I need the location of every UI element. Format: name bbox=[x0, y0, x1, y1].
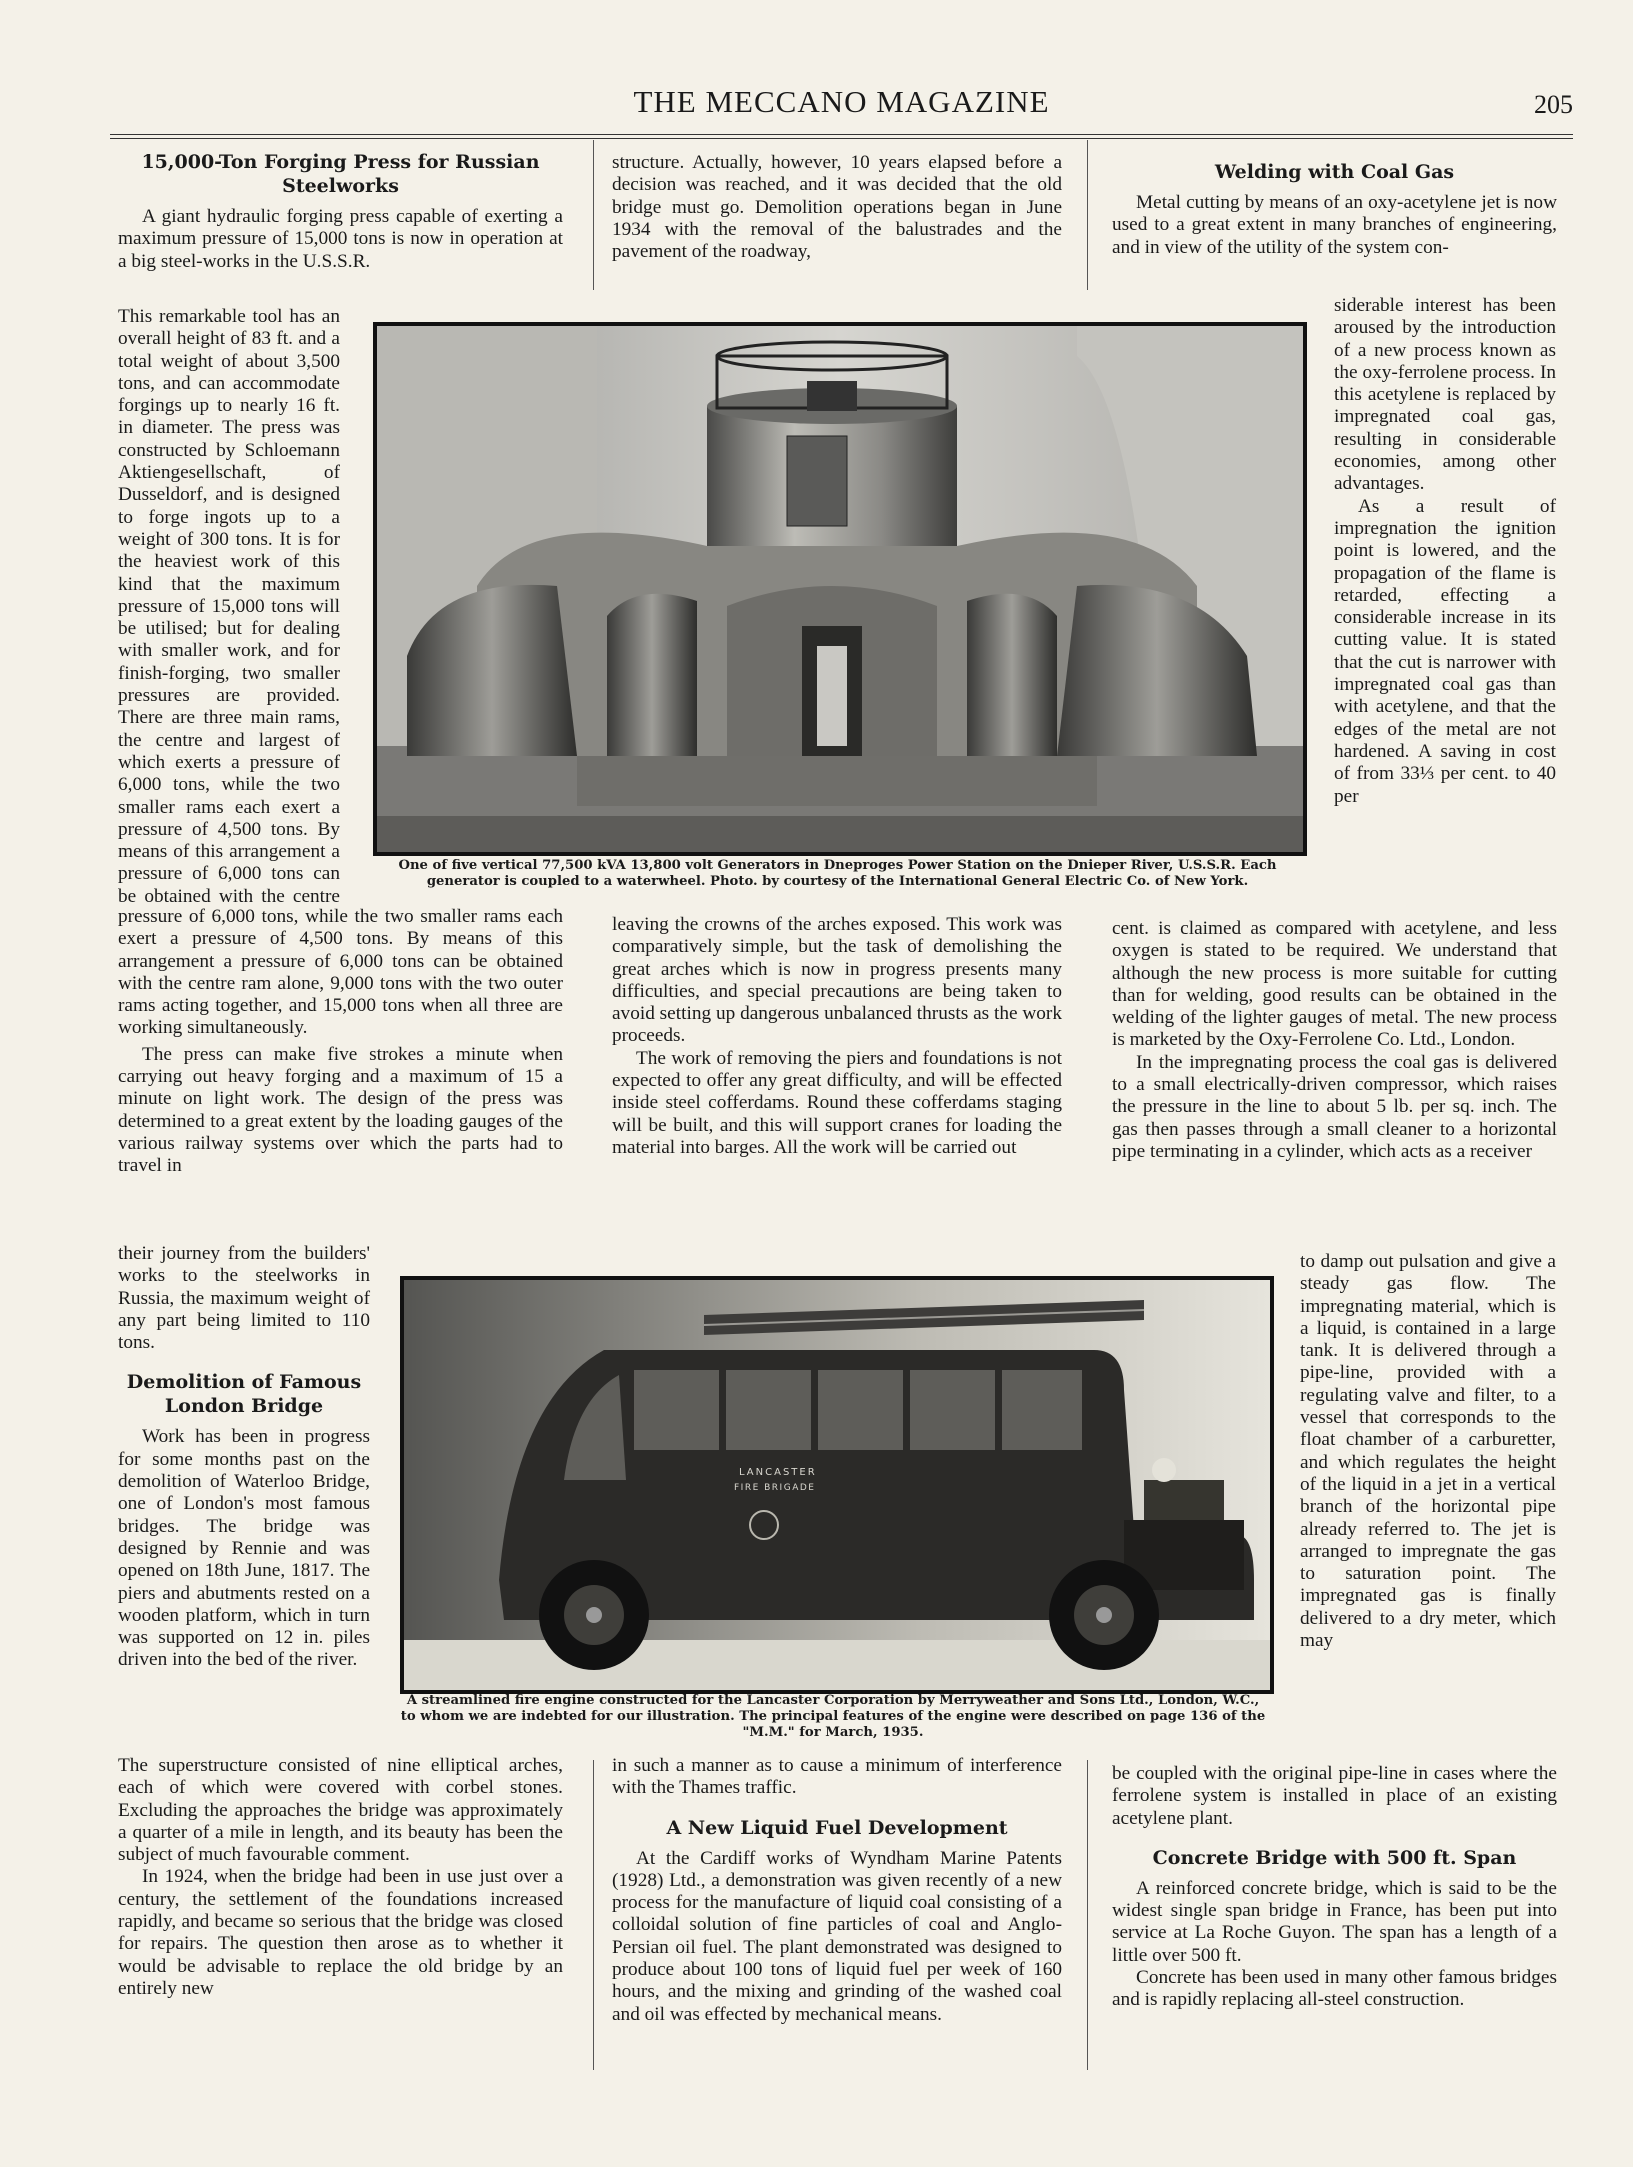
article-concrete-bridge bbox=[1112, 1763, 1557, 2012]
figure-caption: One of five vertical 77,500 kVA 13,800 volt Generators in Dneproges Power Station on the Dnieper River, U.S.S.R. Each generator is coupled to a waterwheel. Photo. by courtesy of the International General Electric Co. of New York. bbox=[398, 858, 1277, 889]
article-heading: Concrete Bridge with 500 ft. Span bbox=[1152, 1846, 1517, 1869]
article-heading: 15,000-Ton Forging Press for Russian Steelworks bbox=[141, 151, 540, 197]
article-liquid-fuel bbox=[612, 1755, 1062, 2026]
article-paragraph: in such a manner as to cause a minimum of interference with the Thames traffic. bbox=[612, 1755, 1062, 1799]
article-forging-press-continued bbox=[118, 906, 563, 1178]
article-paragraph-cont: be coupled with the original pipe-line in cases where the ferrolene system is installed in place of an existing acetylene plant. bbox=[1112, 1763, 1557, 1829]
article-paragraph-cont: to damp out pulsation and give a steady gas flow. The impregnating material, which is a liquid, is contained in a large tank. It is delivered through a pipe-line, provided with a regulating valve and filter, to a vessel that corresponds to the float chamber of a carburetter, and which regulates the height of the liquid in a jet in a vertical branch of the horizontal pipe already referred to. The jet is arranged to impregnate the gas to saturation point. The impregnated gas is finally delivered to a dry meter, which may bbox=[1300, 1251, 1556, 1652]
article-london-bridge-continued bbox=[612, 152, 1062, 263]
article-paragraph-cont: siderable interest has been aroused by the introduction of a new process known as the oxy-ferrolene process. In this acetylene is replaced by impregnated coal gas, resulting in considerable economies, among other advantages. bbox=[1334, 295, 1556, 495]
article-heading: A New Liquid Fuel Development bbox=[666, 1816, 1008, 1839]
article-paragraph: This remarkable tool has an overall height of 83 ft. and a total weight of about 3,500 tons, and can accommodate forgings up to nearly 16 ft. in diameter. The press was constructed by Schloemann Aktiengesellschaft, of Dusseldorf, and is designed to forge ingots up to a weight of 300 tons. It is for the heaviest work of this kind that the maximum pressure of 15,000 tons will be utilised; but for dealing with smaller work, and for finish-forging, two smaller pressures are provided. There are three main rams, the centre and largest of which exerts a pressure of 6,000 tons, while the two smaller rams each exert a pressure of 4,500 tons. By means of this arrangement a pressure of 6,000 tons can be obtained with the centre bbox=[118, 306, 340, 906]
column-divider bbox=[1087, 1760, 1088, 2070]
article-paragraph: A reinforced concrete bridge, which is said to be the widest single span bridge in France, has been put into service at La Roche Guyon. The span has a length of a little over 500 ft. bbox=[1112, 1877, 1557, 1966]
article-paragraph: As a result of impregnation the ignition point is lowered, and the propagation of the flame is retarded, effecting a considerable increase in its cutting value. It is stated that the cut is narrower with impregnated coal gas than with acetylene, and that the edges of the metal are not hardened. A saving in cost of from 33⅓ per cent. to 40 per bbox=[1334, 495, 1556, 807]
column-divider bbox=[593, 1760, 594, 2070]
article-welding-narrow bbox=[1300, 1251, 1556, 1652]
article-paragraph: In the impregnating process the coal gas is delivered to a small electrically-driven compressor, which raises the pressure in the line to about 5 lb. per sq. inch. The gas then passes through a small cleaner to a horizontal pipe terminating in a cylinder, which acts as a receiver bbox=[1112, 1051, 1557, 1162]
article-london-bridge bbox=[118, 1755, 563, 2000]
page-number: 205 bbox=[1534, 90, 1573, 119]
article-paragraph: In 1924, when the bridge had been in use just over a century, the settlement of the foundations increased rapidly, and became so serious that the bridge was closed for repairs. The question then arose as to whether it would be advisable to replace the old bridge by an entirely new bbox=[118, 1866, 563, 1999]
article-paragraph-cont: cent. is claimed as compared with acetylene, and less oxygen is stated to be required. We understand that although the new process is more suitable for cutting than for welding, good results can be obtained in the welding of the lighter gauges of metal. The new process is marketed by the Oxy-Ferrolene Co. Ltd., London. bbox=[1112, 918, 1557, 1051]
article-forging-press bbox=[118, 150, 563, 275]
magazine-title: THE MECCANO MAGAZINE bbox=[633, 84, 1050, 119]
article-paragraph: A giant hydraulic forging press capable of exerting a maximum pressure of 15,000 tons is now in operation at a big steel-works in the U.S.S.R. bbox=[118, 206, 563, 272]
fire-engine-photo bbox=[400, 1276, 1274, 1694]
article-london-bridge-middle bbox=[612, 914, 1062, 1159]
generator-illustration bbox=[377, 326, 1303, 852]
article-forging-press-body bbox=[118, 306, 340, 906]
page-header bbox=[110, 84, 1573, 130]
article-paragraph: At the Cardiff works of Wyndham Marine Patents (1928) Ltd., a demonstration was given recently of a new process for the manufacture of liquid coal consisting of a colloidal solution of fine particles of coal and Anglo-Persian oil fuel. The plant demonstrated was designed to produce about 100 tons of liquid fuel per week of 160 hours, and the mixing and grinding of the washed coal and oil was effected by mechanical means. bbox=[612, 1847, 1062, 2025]
article-paragraph: structure. Actually, however, 10 years elapsed before a decision was reached, and it was decided that the old bridge must go. Demolition operations began in June 1934 with the removal of the balustrades and the pavement of the roadway, bbox=[612, 152, 1062, 263]
article-welding-coal-gas bbox=[1112, 160, 1557, 259]
column-divider bbox=[593, 140, 594, 290]
article-welding-body bbox=[1334, 295, 1556, 808]
header-rule bbox=[110, 134, 1573, 135]
article-welding-continued bbox=[1112, 918, 1557, 1163]
vehicle-lettering-line1: LANCASTER bbox=[739, 1467, 817, 1478]
column-divider bbox=[1087, 140, 1088, 290]
article-paragraph-cont: their journey from the builders' works to the steelworks in Russia, the maximum weight of any part being limited to 110 tons. bbox=[118, 1243, 370, 1354]
article-paragraph: Metal cutting by means of an oxy-acetylene jet is now used to a great extent in many branches of engineering, and in view of the utility of the system con- bbox=[1112, 192, 1557, 258]
article-paragraph: The press can make five strokes a minute when carrying out heavy forging and a maximum of 15 a minute on light work. The design of the press was determined to a great extent by the loading gauges of the various railway systems over which the parts had to travel in bbox=[118, 1043, 563, 1177]
article-paragraph-cont: The superstructure consisted of nine elliptical arches, each of which were covered with corbel stones. Excluding the approaches the bridge was approximately a quarter of a mile in length, and its beauty has been the subject of much favourable comment. bbox=[118, 1755, 563, 1866]
article-forging-press-end bbox=[118, 1243, 370, 1672]
article-paragraph: The work of removing the piers and foundations is not expected to offer any great difficulty, and will be effected inside steel cofferdams. Round these cofferdams staging will be built, and this will support cranes for loading the material into barges. All the work will be carried out bbox=[612, 1047, 1062, 1158]
article-paragraph: Concrete has been used in many other famous bridges and is rapidly replacing all-steel construction. bbox=[1112, 1967, 1557, 2011]
vehicle-lettering-line2: FIRE BRIGADE bbox=[734, 1483, 816, 1493]
generator-photo bbox=[373, 322, 1307, 856]
article-paragraph: Work has been in progress for some months past on the demolition of Waterloo Bridge, one of London's most famous bridges. The bridge was designed by Rennie and was opened on 18th June, 1817. The piers and abutments rested on a wooden platform, which in turn was supported on 12 in. piles driven into the bed of the river. bbox=[118, 1426, 370, 1671]
fire-engine-illustration bbox=[404, 1280, 1270, 1690]
header-rule-2 bbox=[110, 138, 1573, 139]
article-heading: Welding with Coal Gas bbox=[1214, 161, 1455, 183]
article-paragraph: leaving the crowns of the arches exposed. This work was comparatively simple, but the task of demolishing the great arches which is now in progress presents many difficulties, and special precautions are being taken to avoid setting up dangerous unbalanced thrusts as the work proceeds. bbox=[612, 914, 1062, 1047]
article-heading: Demolition of Famous London Bridge bbox=[126, 1371, 362, 1418]
article-paragraph-cont: pressure of 6,000 tons, while the two smaller rams each exert a pressure of 4,500 tons. By means of this arrangement a pressure of 6,000 tons can be obtained with the centre ram alone, 9,000 tons with the two outer rams acting together, and 15,000 tons when all three are working simultaneously. bbox=[118, 906, 563, 1039]
figure-caption: A streamlined fire engine constructed for the Lancaster Corporation by Merryweather and Sons Ltd., London, W.C., to whom we are indebted for our illustration. The principal features of the engine were described on page 136 of the "M.M." for March, 1935. bbox=[400, 1693, 1266, 1740]
